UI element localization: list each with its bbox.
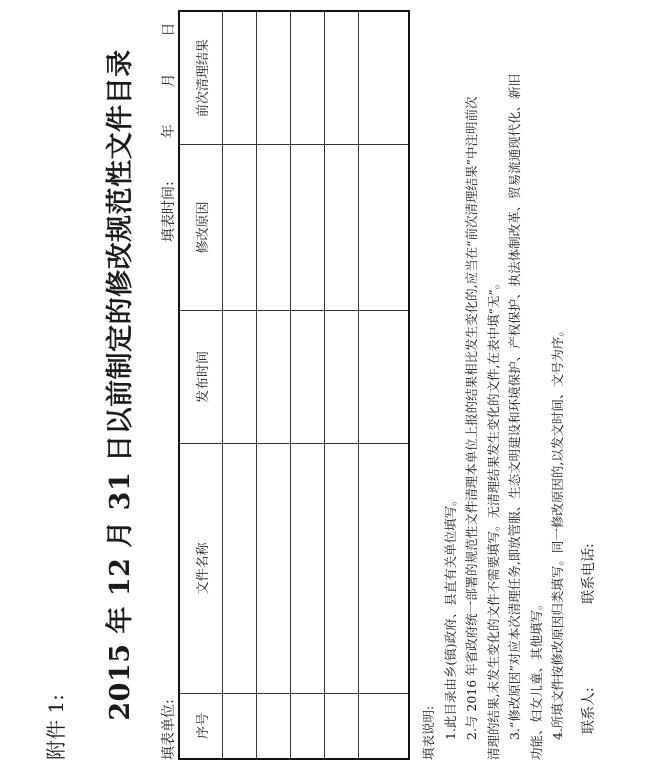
table-cell (223, 310, 257, 444)
note-line: 4.所填文件按修改原因归类填写。同一修改原因的,以发文时间、文号为序。 (550, 324, 565, 740)
table-cell (324, 11, 358, 145)
table-cell (358, 11, 409, 145)
table-cell (324, 444, 358, 693)
table-cell (358, 145, 409, 311)
fill-time (158, 23, 178, 242)
table-cell (290, 11, 324, 145)
table-cell (223, 11, 257, 145)
fill-time-day: 日 (161, 22, 177, 37)
table-cell (256, 11, 290, 145)
table-cell (223, 444, 257, 693)
header-revision-reason: 修改原因 (179, 145, 223, 311)
table-cell (256, 310, 290, 444)
table-cell (358, 310, 409, 444)
note-line: 2.与 2016 年省政府统一部署的规范性文件清理本单位上报的结果相比发生变化的,应当在“前次清理结果”中注明前次 (464, 96, 479, 740)
table-cell (290, 145, 324, 311)
table-cell (290, 693, 324, 759)
table-cell (358, 693, 409, 759)
note-line: 1.此目录由乡(镇)政府、县直有关单位填写。 (442, 493, 458, 740)
table-cell (223, 145, 257, 311)
table-row (290, 11, 324, 759)
attachment-label: 附件 1: (44, 694, 68, 760)
table-cell (256, 693, 290, 759)
table-cell (256, 145, 290, 311)
table-cell (358, 444, 409, 693)
table-cell (223, 693, 257, 759)
fill-time-label: 填表时间: (161, 181, 177, 242)
fill-time-year: 年 (161, 124, 177, 139)
fill-unit-label: 填表单位: (161, 699, 177, 760)
note-line: 功能、妇女儿童、其他填写。 (528, 597, 544, 760)
table-cell (324, 145, 358, 311)
header-publish-date: 发布时间 (179, 310, 223, 444)
table-row (256, 11, 290, 759)
table-cell (256, 444, 290, 693)
contact-phone-label: 联系电话: (581, 543, 597, 604)
table-cell (290, 310, 324, 444)
header-file-name: 文件名称 (179, 444, 223, 693)
fill-time-month: 月 (161, 73, 177, 88)
header-index: 序号 (179, 693, 223, 759)
table-row (358, 11, 409, 759)
table-row (223, 11, 257, 759)
table-cell (290, 444, 324, 693)
header-previous-result: 前次清理结果 (179, 11, 223, 145)
fill-instructions (418, 10, 569, 760)
table-row (324, 11, 358, 759)
table-cell (324, 310, 358, 444)
note-line: 清理的结果,未发生变化的文件不需要填写。无清理结果发生变化的文件,在表中填“无”。 (485, 276, 501, 760)
contact-person-label: 联系人: (581, 687, 597, 734)
document-title: 2015 年 12 月 31 日以前制定的修改规范性文件目录 (105, 49, 136, 721)
table-header-row (179, 11, 223, 759)
notes-heading: 填表说明: (421, 705, 436, 760)
document-table (178, 10, 410, 760)
table-cell (324, 693, 358, 759)
note-line: 3.“修改原因”对应本次清理任务,即放管服、生态文明建设和环境保护、产权保护、执法体制改革、贸易流通现代化、新旧 (507, 73, 522, 740)
